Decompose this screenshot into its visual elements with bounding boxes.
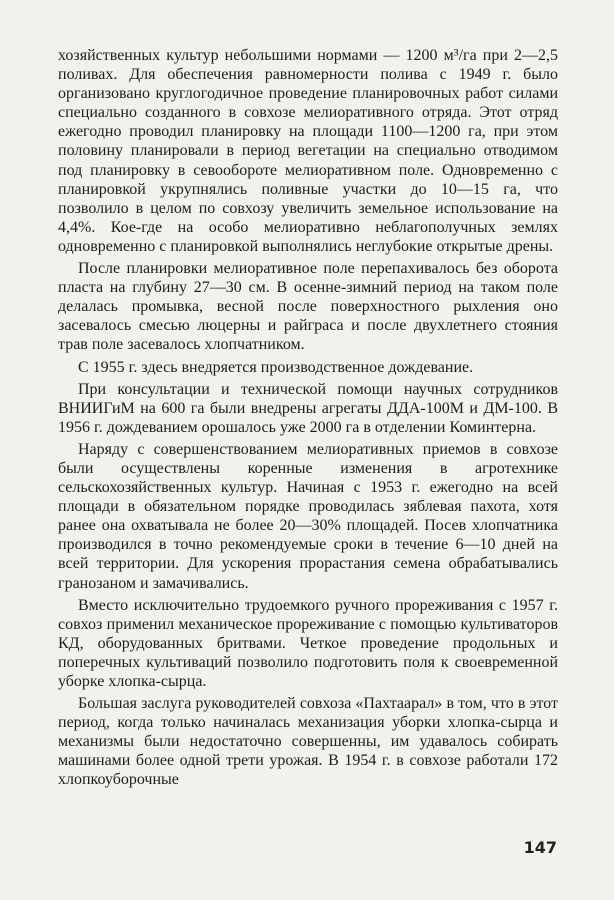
paragraph-6: Вместо исключительно трудоемкого ручного прореживания с 1957 г. совхоз применил механическое прореживание с помощью культиваторов КД, оборудованных бритвами. Четкое проведение продольных и поперечных культиваций позволило подготовить поля к своевременной уборке хлопка-сырца. <box>58 596 558 690</box>
paragraph-7: Большая заслуга руководителей совхоза «Пахтаарал» в том, что в этот период, когда только начиналась механизация уборки хлопка-сырца и механизмы были недостаточно совершенны, им удавалось собирать машинами более одной трети урожая. В 1954 г. в совхозе работали 172 хлопкоуборочные <box>58 695 558 789</box>
paragraph-3: С 1955 г. здесь внедряется производственное дождевание. <box>78 358 474 376</box>
paragraph-5: Наряду с совершенствованием мелиоративных приемов в совхозе были осуществлены коренные изменения в агротехнике сельскохозяйственных культур. Начиная с 1953 г. ежегодно на всей площади в обязательном порядке проводилась зяблевая пахота, хотя ранее она охватывала не более 20—30% площадей. Посев хлопчатника производился в точно рекомендуемые сроки в течение 6—10 дней на всей территории. Для ускорения прорастания семена обрабатывались гранозаном и замачивались. <box>58 440 558 592</box>
paragraph-4: При консультации и технической помощи научных сотрудников ВНИИГиМ на 600 га были внедрены агрегаты ДДА-100М и ДМ-100. В 1956 г. дождеванием орошалось уже 2000 га в отделении Коминтерна. <box>58 380 558 436</box>
book-page <box>58 46 558 866</box>
page-number: 147 <box>523 838 557 857</box>
paragraph-1: хозяйственных культур небольшими нормами — 1200 м³/га при 2—2,5 поливах. Для обеспечения равномерности полива с 1949 г. было организовано круглогодичное проведение планировочных работ силами специально созданного в совхозе мелиоративного отряда. Этот отряд ежегодно проводил планировку на площади 1100—1200 га, при этом половину планировали в период вегетации на специально отводимом под планировку в севообороте мелиоративном поле. Одновременно с планировкой укрупнялись поливные участки до 10—15 га, что позволило в целом по совхозу увеличить земельное использование на 4,4%. Кое-где на особо мелиоративно неблагополучных землях одновременно с планировкой выполнялись неглубокие открытые дрены. <box>58 47 558 255</box>
paragraph-2: После планировки мелиоративное поле перепахивалось без оборота пласта на глубину 27—30 см. В осенне-зимний период на таком поле делалась промывка, весной после поверхностного рыхления оно засевалось смесью люцерны и райграса и после двухлетнего стояния трав поле засевалось хлопчатником. <box>58 260 558 354</box>
